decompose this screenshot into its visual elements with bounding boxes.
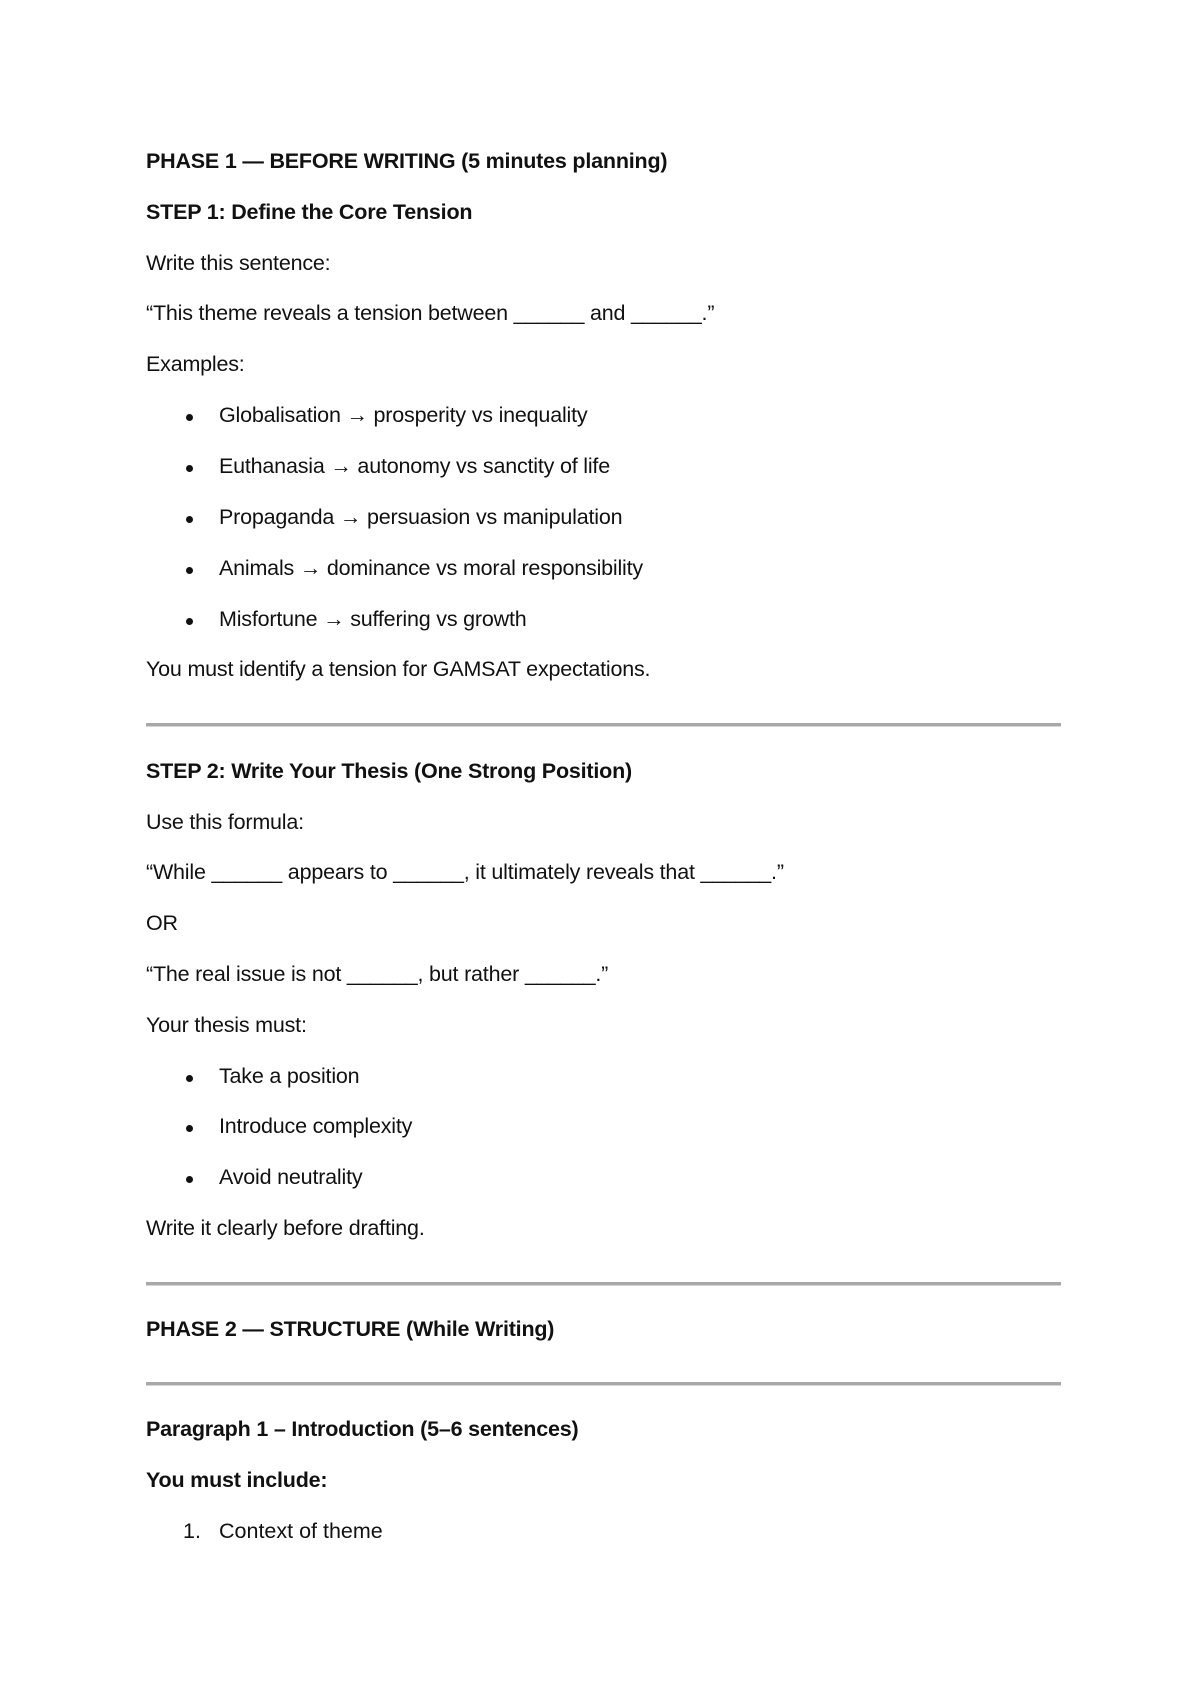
paragraph1-must-include-label: You must include: [146,1468,328,1492]
list-item [183,605,526,633]
step1-closing: You must identify a tension for GAMSAT expectations. [146,657,651,681]
step2-formula1: “While ______ appears to ______, it ultimately reveals that ______.” [146,860,784,884]
list-item [183,1112,412,1140]
phase2-heading: PHASE 2 — STRUCTURE (While Writing) [146,1317,555,1341]
list-item-text: Globalisation → prosperity vs inequality [219,403,588,427]
list-item-text: Take a position [219,1064,360,1088]
step2-must-label: Your thesis must: [146,1013,307,1037]
list-number: 1. [183,1519,201,1543]
numbered-list-item [183,1517,383,1545]
step1-intro: Write this sentence: [146,251,331,275]
step2-intro: Use this formula: [146,810,304,834]
step2-heading: STEP 2: Write Your Thesis (One Strong Position) [146,759,632,783]
step1-template: “This theme reveals a tension between ______ and ______.” [146,301,715,325]
list-item-text: Avoid neutrality [219,1165,363,1189]
list-item-text: Introduce complexity [219,1114,413,1138]
list-item-text: Euthanasia → autonomy vs sanctity of life [219,454,610,478]
list-item-text: Context of theme [219,1519,383,1543]
paragraph1-heading: Paragraph 1 – Introduction (5–6 sentences) [146,1417,579,1441]
list-item [183,401,587,429]
list-item [183,452,610,480]
step2-closing: Write it clearly before drafting. [146,1216,425,1240]
list-item [183,1163,362,1191]
list-item-text: Propaganda → persuasion vs manipulation [219,505,623,529]
list-item-text: Animals → dominance vs moral responsibility [219,556,643,580]
horizontal-divider [146,1282,1061,1286]
horizontal-divider [146,1382,1061,1386]
list-item [183,554,643,582]
phase1-heading: PHASE 1 — BEFORE WRITING (5 minutes planning) [146,149,668,173]
list-item [183,503,622,531]
list-item [183,1062,359,1090]
step2-or-label: OR [146,911,178,935]
step1-heading: STEP 1: Define the Core Tension [146,200,473,224]
horizontal-divider [146,723,1061,727]
list-item-text: Misfortune → suffering vs growth [219,607,527,631]
step1-examples-label: Examples: [146,352,245,376]
step2-formula2: “The real issue is not ______, but rather ______.” [146,962,609,986]
